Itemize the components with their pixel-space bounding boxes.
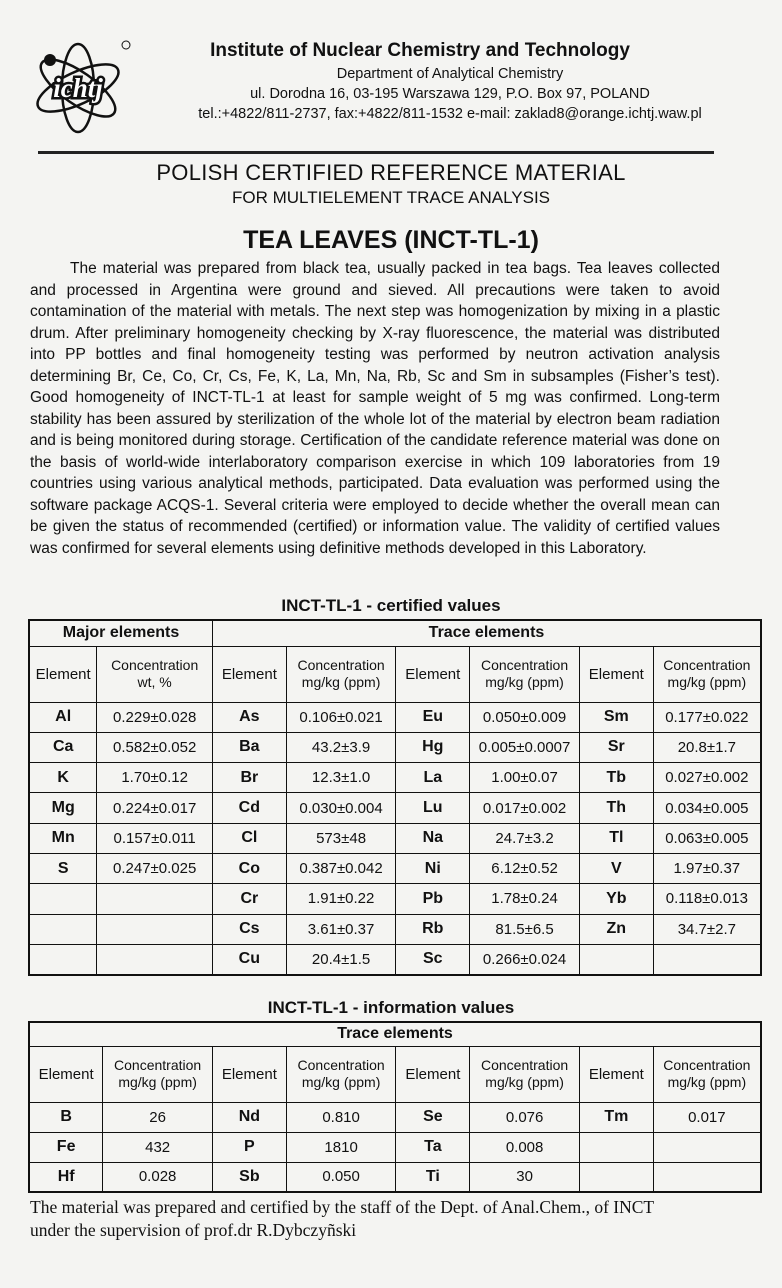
concentration-cell: 1810 [286,1132,396,1162]
document-title: TEA LEAVES (INCT-TL-1) [243,226,539,254]
information-table-caption: INCT-TL-1 - information values [267,998,515,1017]
element-cell: Eu [396,702,470,732]
concentration-cell: 0.076 [470,1102,580,1132]
certified-values-table [28,619,762,976]
element-cell: Yb [579,884,653,914]
trace-elements-header: Trace elements [212,620,761,646]
element-cell: Tm [579,1102,653,1132]
element-cell: Rb [396,914,470,944]
element-cell: P [212,1132,286,1162]
element-cell: Cd [212,793,286,823]
concentration-cell: 0.177±0.022 [653,702,761,732]
column-header-row [29,1046,761,1102]
concentration-cell: 0.008 [470,1132,580,1162]
concentration-cell: 0.005±0.0007 [470,732,580,762]
concentration-cell [97,914,213,944]
element-cell: Hf [29,1162,103,1192]
element-cell: Sr [579,732,653,762]
element-cell: Br [212,763,286,793]
col-element: Element [212,1046,286,1102]
col-element: Element [212,646,286,702]
concentration-cell: 0.106±0.021 [286,702,396,732]
ichtj-logo [26,36,138,134]
col-concentration: Concentration wt, % [97,646,213,702]
element-cell: Co [212,853,286,883]
concentration-cell: 81.5±6.5 [470,914,580,944]
footer-line-1: The material was prepared and certified by the staff of the Dept. of Anal.Chem., of INCT [30,1197,655,1217]
concentration-cell: 1.97±0.37 [653,853,761,883]
concentration-cell: 1.70±0.12 [97,763,213,793]
certified-table-caption: INCT-TL-1 - certified values [281,596,501,615]
department-name: Department of Analytical Chemistry [336,66,564,82]
concentration-cell: 0.247±0.025 [97,853,213,883]
element-cell: Cr [212,884,286,914]
element-cell: Ti [396,1162,470,1192]
element-cell: Fe [29,1132,103,1162]
concentration-cell: 0.063±0.005 [653,823,761,853]
concentration-cell [653,944,761,974]
header-divider [38,151,714,154]
table-row [29,914,761,944]
description-paragraph: The material was prepared from black tea, usually packed in tea bags. Tea leaves collected and processed in Argentina were ground and sieved. All precautions were taken to avoid contamination of the material with metals. The next step was homogenization by mixing in a plastic drum. After preliminary homogeneity checking by X-ray fluorescence, the material was distributed into PP bottles and final homogeneity testing was performed by neutron activation analysis determining Br, Ce, Co, Cr, Cs, Fe, K, La, Mn, Na, Rb, Sc and Sm in subsamples (Fisher’s test). Good homogeneity of INCT-TL-1 at least for sample weight of 5 mg was confirmed. Long-term stability has been assured by sterilization of the whole lot of the material by electron beam radiation and is being monitored during storage. Certification of the candidate reference material was done on the basis of world-wide interlaboratory comparison exercise in which 109 laboratories from 19 countries using various analytical methods, participated. Data evaluation was performed using the software package ACQS-1. Several criteria were employed to decide whether the overall mean can be given the status of recommended (certified) or information value. The validity of certified values was confirmed for several elements using definitive methods developed in this Laboratory. [30,260,720,557]
concentration-cell: 0.157±0.011 [97,823,213,853]
concentration-cell: 0.266±0.024 [470,944,580,974]
svg-text:ichtj: ichtj [53,73,103,103]
major-elements-header: Major elements [29,620,212,646]
col-element: Element [29,646,97,702]
concentration-cell: 0.582±0.052 [97,732,213,762]
heading-primary: POLISH CERTIFIED REFERENCE MATERIAL [156,160,626,185]
table-row [29,823,761,853]
concentration-cell: 0.050±0.009 [470,702,580,732]
concentration-cell [653,1162,761,1192]
concentration-cell [97,944,213,974]
concentration-cell: 0.017±0.002 [470,793,580,823]
element-cell [29,884,97,914]
concentration-cell: 0.030±0.004 [286,793,396,823]
concentration-cell [97,884,213,914]
address: ul. Dorodna 16, 03-195 Warszawa 129, P.O. Box 97, POLAND [250,86,650,102]
col-concentration: Concentration mg/kg (ppm) [286,646,396,702]
element-cell: Pb [396,884,470,914]
col-element: Element [396,646,470,702]
concentration-cell: 0.229±0.028 [97,702,213,732]
element-cell [29,944,97,974]
concentration-cell: 34.7±2.7 [653,914,761,944]
concentration-cell: 12.3±1.0 [286,763,396,793]
column-header-row [29,646,761,702]
col-element: Element [579,646,653,702]
element-cell: Nd [212,1102,286,1132]
element-cell: Ni [396,853,470,883]
element-cell: Cl [212,823,286,853]
concentration-cell: 20.8±1.7 [653,732,761,762]
concentration-cell: 1.91±0.22 [286,884,396,914]
col-element: Element [579,1046,653,1102]
element-cell: Zn [579,914,653,944]
heading-secondary: FOR MULTIELEMENT TRACE ANALYSIS [231,188,551,207]
concentration-cell: 1.00±0.07 [470,763,580,793]
table-row [29,793,761,823]
concentration-cell: 0.017 [653,1102,761,1132]
table-row [29,944,761,974]
concentration-cell: 573±48 [286,823,396,853]
contact-info: tel.:+4822/811-2737, fax:+4822/811-1532 e-mail: zaklad8@orange.ichtj.waw.pl [198,106,702,122]
element-cell: La [396,763,470,793]
concentration-cell: 24.7±3.2 [470,823,580,853]
table-row [29,1102,761,1132]
concentration-cell: 30 [470,1162,580,1192]
concentration-cell: 6.12±0.52 [470,853,580,883]
element-cell: K [29,763,97,793]
col-concentration: Concentration mg/kg (ppm) [470,1046,580,1102]
element-cell: Lu [396,793,470,823]
concentration-cell: 0.028 [103,1162,213,1192]
table-row [29,1132,761,1162]
element-cell: B [29,1102,103,1132]
concentration-cell: 0.034±0.005 [653,793,761,823]
element-cell: Sb [212,1162,286,1192]
element-cell: Tl [579,823,653,853]
col-concentration: Concentration mg/kg (ppm) [470,646,580,702]
element-cell: Tb [579,763,653,793]
element-cell [579,1162,653,1192]
concentration-cell [653,1132,761,1162]
element-cell: Ba [212,732,286,762]
information-values-table [28,1021,762,1193]
trace-elements-header: Trace elements [29,1022,761,1046]
element-cell: Ca [29,732,97,762]
institute-name: Institute of Nuclear Chemistry and Technology [210,40,630,61]
element-cell: S [29,853,97,883]
table-row [29,853,761,883]
table-row [29,763,761,793]
concentration-cell: 20.4±1.5 [286,944,396,974]
footer-line-2: under the supervision of prof.dr R.Dybczyñski [30,1220,357,1240]
concentration-cell: 1.78±0.24 [470,884,580,914]
col-concentration: Concentration mg/kg (ppm) [653,1046,761,1102]
element-cell: Ta [396,1132,470,1162]
concentration-cell: 26 [103,1102,213,1132]
col-element: Element [29,1046,103,1102]
concentration-cell: 0.027±0.002 [653,763,761,793]
element-cell [29,914,97,944]
col-concentration: Concentration mg/kg (ppm) [653,646,761,702]
element-cell: Cs [212,914,286,944]
element-cell: Mg [29,793,97,823]
element-cell: V [579,853,653,883]
col-element: Element [396,1046,470,1102]
table-row [29,732,761,762]
element-cell: As [212,702,286,732]
concentration-cell: 0.118±0.013 [653,884,761,914]
element-cell [579,944,653,974]
concentration-cell: 0.224±0.017 [97,793,213,823]
concentration-cell: 432 [103,1132,213,1162]
footer-note [30,1196,750,1242]
concentration-cell: 0.387±0.042 [286,853,396,883]
concentration-cell: 0.050 [286,1162,396,1192]
element-cell: Se [396,1102,470,1132]
element-cell: Cu [212,944,286,974]
element-cell [579,1132,653,1162]
table-row [29,702,761,732]
table-row [29,884,761,914]
element-cell: Sc [396,944,470,974]
table-row [29,1162,761,1192]
col-concentration: Concentration mg/kg (ppm) [286,1046,396,1102]
element-cell: Na [396,823,470,853]
concentration-cell: 0.810 [286,1102,396,1132]
concentration-cell: 43.2±3.9 [286,732,396,762]
element-cell: Th [579,793,653,823]
element-cell: Sm [579,702,653,732]
col-concentration: Concentration mg/kg (ppm) [103,1046,213,1102]
concentration-cell: 3.61±0.37 [286,914,396,944]
element-cell: Hg [396,732,470,762]
element-cell: Mn [29,823,97,853]
element-cell: Al [29,702,97,732]
